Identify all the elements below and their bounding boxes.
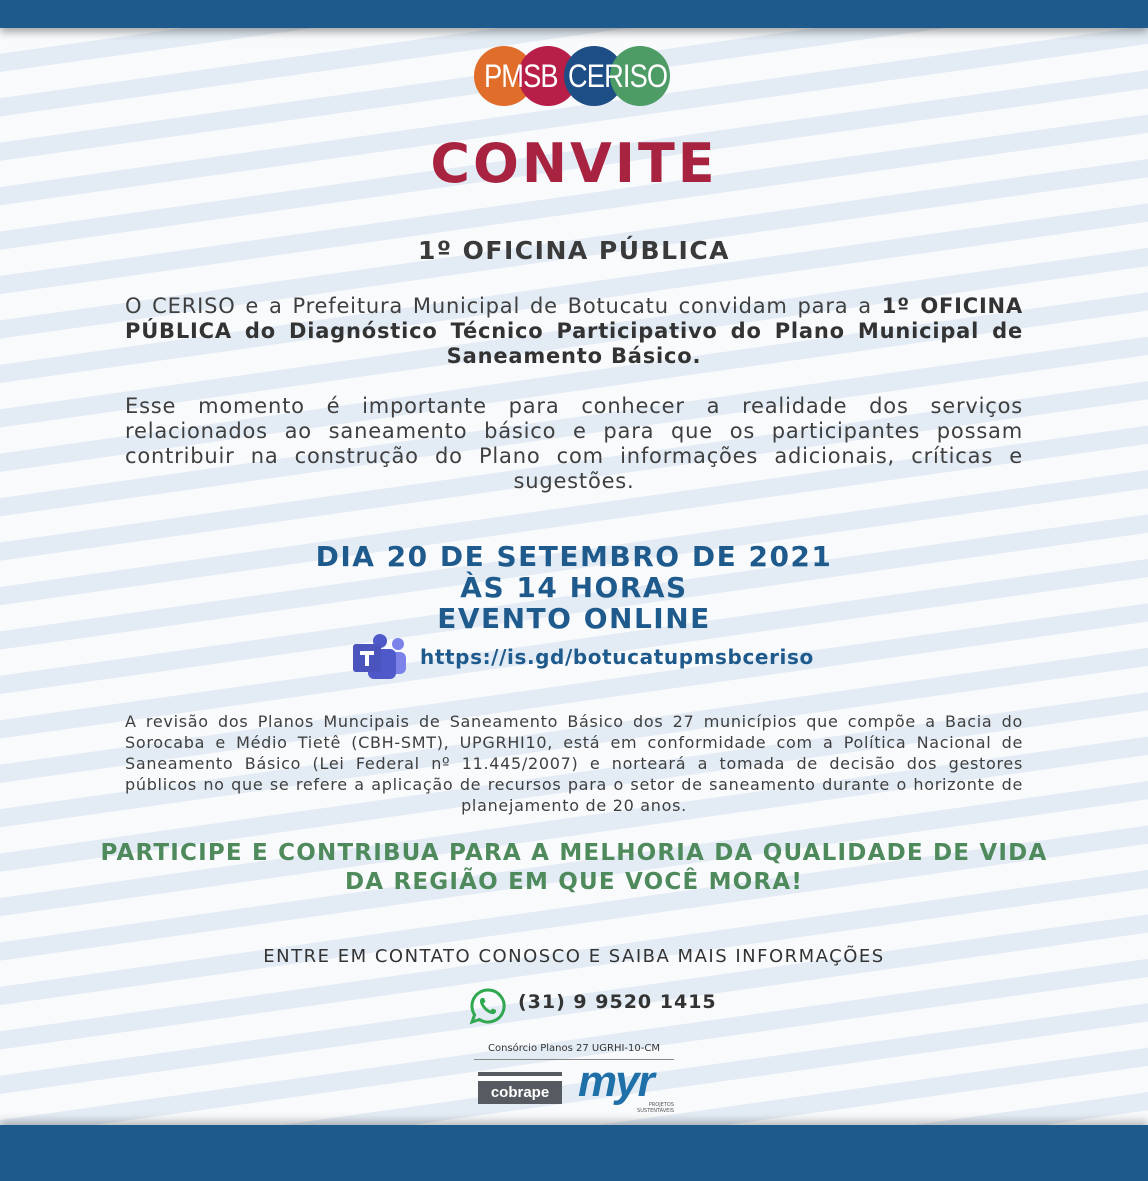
event-time: ÀS 14 HORAS (460, 571, 688, 604)
event-link[interactable]: https://is.gd/botucatupmsbceriso (420, 645, 814, 669)
event-mode: EVENTO ONLINE (437, 602, 711, 635)
logo-text-pmsb: PMSB (484, 58, 558, 94)
pmsb-ceriso-logo (474, 46, 674, 106)
logo-text-ceriso: CERISO (568, 58, 668, 94)
revision-paragraph: A revisão dos Planos Muncipais de Saneamento Básico dos 27 municípios que compõe a Bacia do Sorocaba e Médio Tietê (CBH-SMT), UPGRHI10, está em conformidade com a Política Nacional de Saneamento Básico (Lei Federal nº 11.445/2007) e norteará a tomada de decisão dos gestores públicos no que se refere a aplicação de recursos para o setor de saneamento durante o horizonte de planejamento de 20 anos. (125, 712, 1023, 815)
event-date: DIA 20 DE SETEMBRO DE 2021 (315, 540, 833, 573)
whatsapp-icon (469, 987, 507, 1025)
cobrape-logo: cobrape (478, 1072, 562, 1104)
cta-line-2: DA REGIÃO EM QUE VOCÊ MORA! (344, 869, 804, 895)
myr-logo: myr (578, 1057, 653, 1106)
intro-paragraph (125, 294, 1023, 369)
intro-bold-text: 1º OFICINA PÚBLICA do Diagnóstico Técnico Participativo do Plano Municipal de Saneamento Básico. (125, 294, 1023, 368)
cta-line-1: PARTICIPE E CONTRIBUA PARA A MELHORIA DA QUALIDADE DE VIDA (100, 840, 1048, 866)
contact-heading: ENTRE EM CONTATO CONOSCO E SAIBA MAIS INFORMAÇÕES (263, 946, 885, 967)
microsoft-teams-icon (352, 632, 408, 682)
purpose-paragraph: Esse momento é importante para conhecer a realidade dos serviços relacionados ao saneamento básico e para que os participantes possam contribuir na construção do Plano com informações adicionais, críticas e sugestões. (125, 394, 1023, 493)
top-bar (0, 0, 1148, 28)
phone-number[interactable]: (31) 9 9520 1415 (518, 991, 717, 1013)
page-title: CONVITE (430, 132, 718, 195)
myr-sub-line-2: SUSTENTÁVEIS (637, 1108, 674, 1114)
myr-sub-line-1: PROJETOS (648, 1102, 674, 1108)
consortium-label: Consórcio Planos 27 UGRHI-10-CM (488, 1043, 660, 1054)
intro-text: O CERISO e a Prefeitura Municipal de Botucatu convidam para a (125, 294, 882, 318)
bottom-bar (0, 1125, 1148, 1181)
page-subtitle: 1º OFICINA PÚBLICA (417, 236, 731, 265)
myr-logo-subtitle (626, 1102, 674, 1114)
